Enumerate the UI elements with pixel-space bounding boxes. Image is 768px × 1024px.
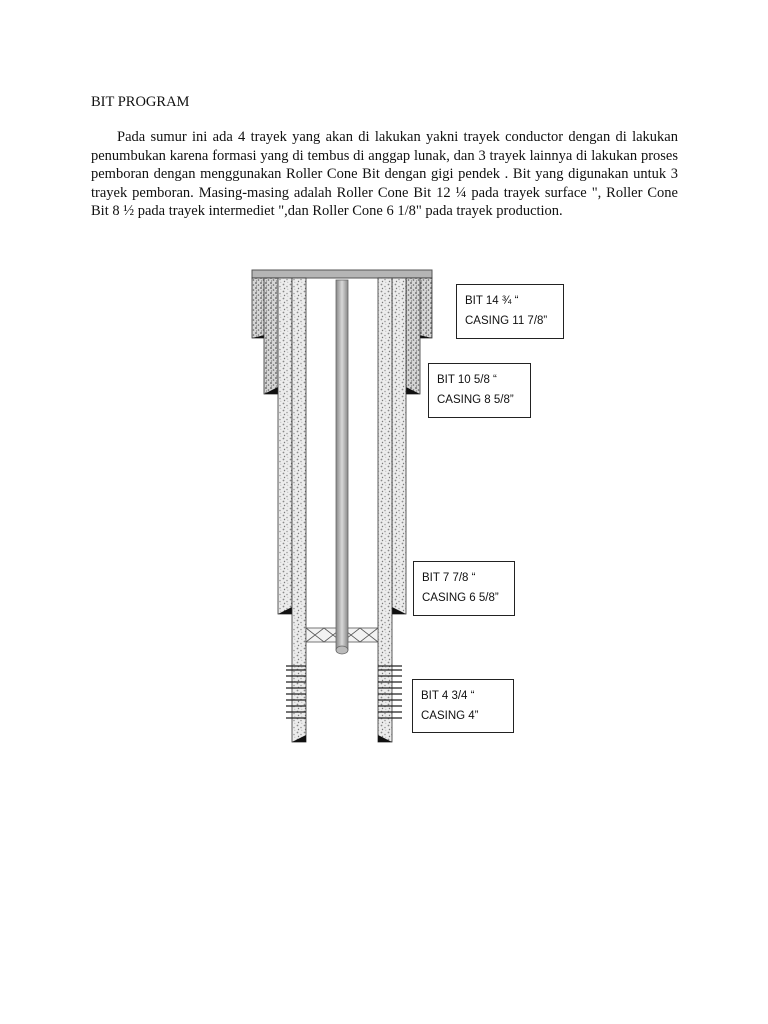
casing-size: CASING 11 7/8” [465, 315, 548, 327]
intermediate-left [278, 278, 292, 614]
drill-pipe [336, 280, 348, 650]
casing-size: CASING 6 5/8” [422, 592, 499, 604]
surface-right [406, 278, 420, 394]
bit-size: BIT 10 5/8 “ [437, 374, 497, 386]
body-paragraph: Pada sumur ini ada 4 trayek yang akan di lakukan yakni trayek conductor dengan di lakukan penumbukan karena formasi yang di tembus di anggap lunak, dan 3 trayek lainnya di lakukan proses pemboran dengan menggunakan Roller Cone Bit dengan gigi pendek . Bit yang digunakan untuk 3 trayek pemboran. Masing-masing adalah Roller Cone Bit 12 ¼ pada trayek surface ", Roller Cone Bit 8 ½ pada trayek intermediet ",dan Roller Cone 6 1/8" pada trayek production. [91, 129, 678, 220]
label-conductor [456, 284, 564, 339]
bit-size: BIT 14 ¾ “ [465, 295, 519, 307]
label-intermediate [413, 561, 515, 616]
production-right [378, 278, 392, 742]
wellhead-plate [252, 270, 432, 278]
intermediate-right [392, 278, 406, 614]
production-left [292, 278, 306, 742]
surface-left [264, 278, 278, 394]
casing-size: CASING 8 5/8” [437, 394, 514, 406]
section-heading: BIT PROGRAM [91, 94, 190, 110]
label-production [412, 679, 514, 733]
casing-size: CASING 4” [421, 710, 479, 722]
bit-size: BIT 4 3/4 “ [421, 690, 475, 702]
bit-size: BIT 7 7/8 “ [422, 572, 476, 584]
label-surface [428, 363, 531, 418]
